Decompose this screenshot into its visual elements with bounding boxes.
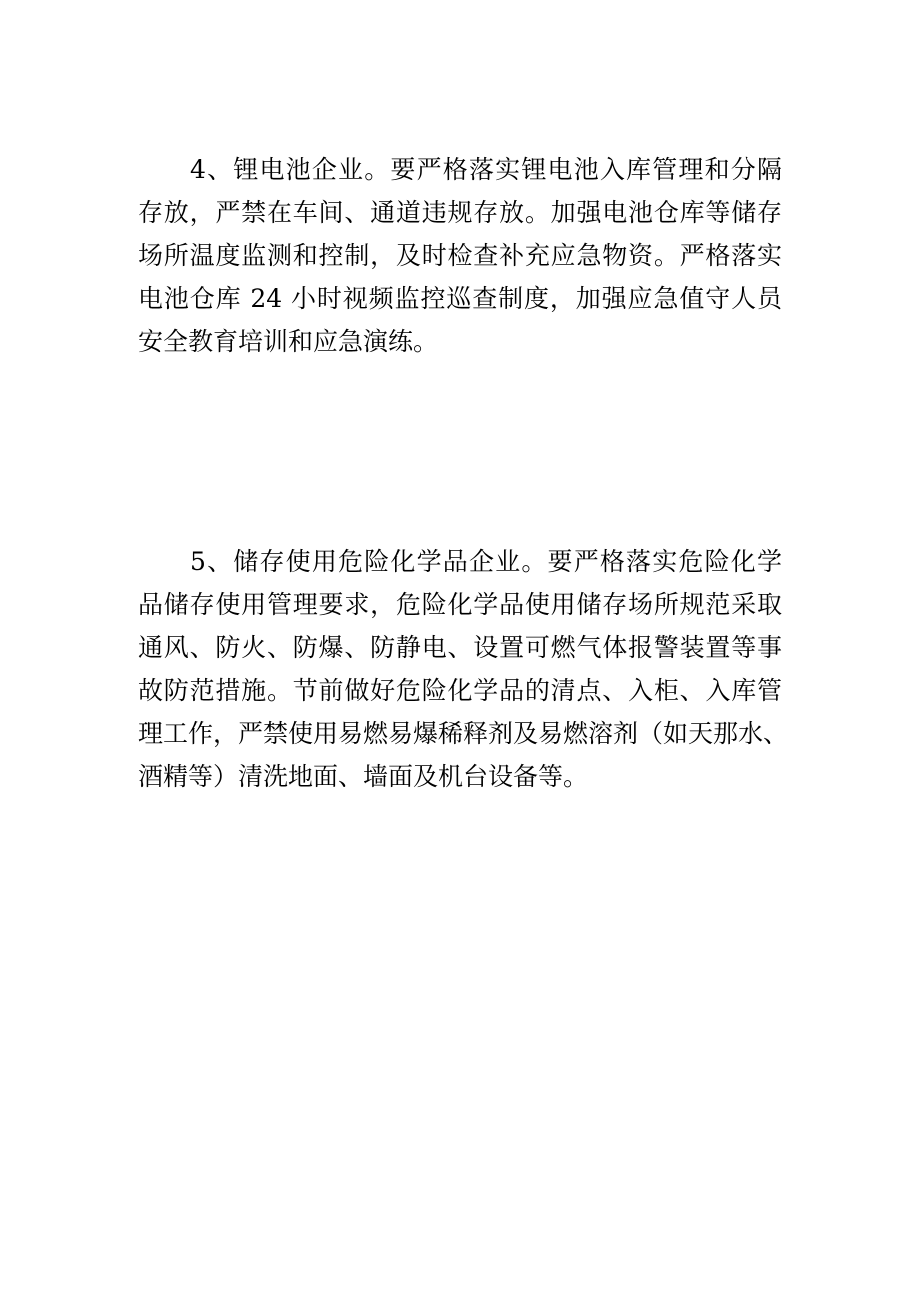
paragraph-line: 5、储存使用危险化学品企业。要严格落实危险化学 — [190, 547, 782, 576]
paragraph-line: 酒精等）清洗地面、墙面及机台设备等。 — [138, 762, 589, 791]
paragraph-line: 理工作，严禁使用易燃易爆稀释剂及易燃溶剂（如天那水、 — [138, 719, 789, 748]
paragraph-line: 品储存使用管理要求，危险化学品使用储存场所规范采取 — [138, 590, 782, 619]
paragraph-line: 场所温度监测和控制，及时检查补充应急物资。严格落实 — [138, 241, 782, 270]
paragraph-lithium-battery — [138, 148, 782, 363]
paragraph-line: 电池仓库 24 小时视频监控巡查制度，加强应急值守人员 — [138, 284, 782, 313]
paragraph-hazardous-chemicals — [138, 540, 789, 798]
paragraph-line: 4、锂电池企业。要严格落实锂电池入库管理和分隔 — [190, 155, 782, 184]
paragraph-line: 存放，严禁在车间、通道违规存放。加强电池仓库等储存 — [138, 198, 782, 227]
paragraph-line: 通风、防火、防爆、防静电、设置可燃气体报警装置等事 — [138, 633, 782, 662]
paragraph-line: 安全教育培训和应急演练。 — [138, 327, 439, 356]
paragraph-line: 故防范措施。节前做好危险化学品的清点、入柜、入库管 — [138, 676, 782, 705]
